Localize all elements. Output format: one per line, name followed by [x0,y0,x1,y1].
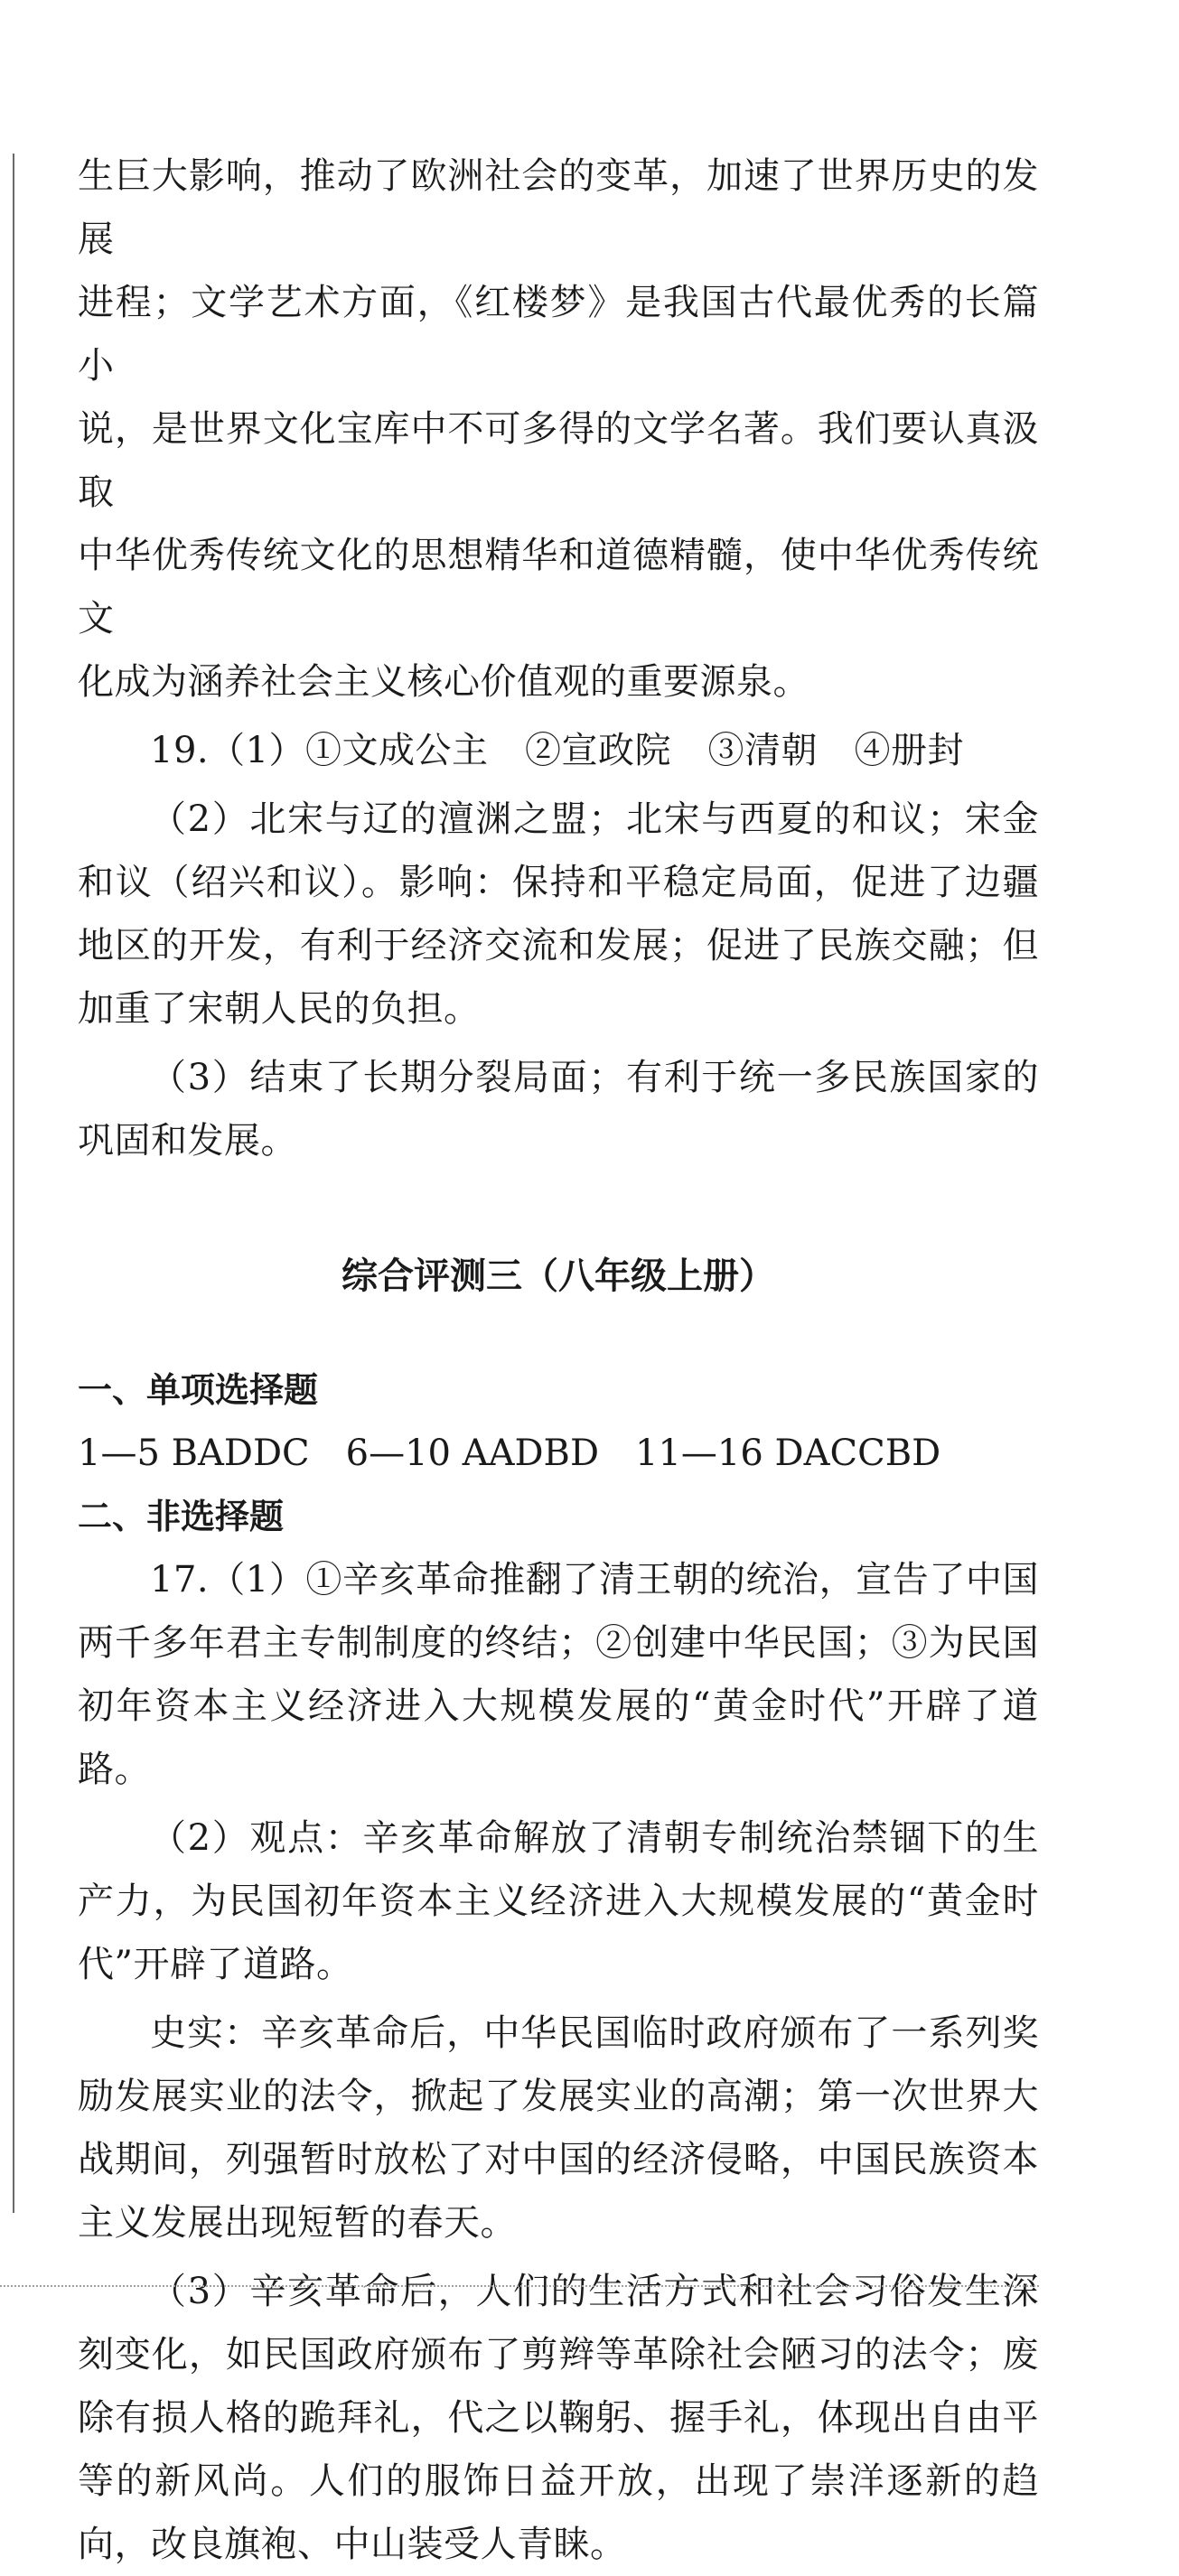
part-two-title: 二、非选择题 [78,1497,285,1536]
section-title: 综合评测三（八年级上册） [342,1255,775,1297]
continuation-line: 进程；文学艺术方面，《红楼梦》是我国古代最优秀的长篇小 [78,282,1039,387]
continuation-line: 生巨大影响，推动了欧洲社会的变革，加速了世界历史的发展 [78,155,1039,260]
bottom-dotted-rule [0,2285,1039,2287]
q17-part3: （3）辛亥革命后，人们的生活方式和社会习俗发生深刻变化，如民国政府颁布了剪辫等革除社会陋习的法令；废除有损人格的跪拜礼，代之以鞠躬、握手礼，体现出自由平等的新风尚。人们的服饰日益开放，出现了崇洋逐新的趋向，改良旗袍、中山装受人青睐。 [78,2271,1039,2565]
q17-part2: （2）观点：辛亥革命解放了清朝专制统治禁锢下的生产力，为民国初年资本主义经济进入大规模发展的“黄金时代”开辟了道路。 [78,1817,1039,1985]
q17-part1: 17.（1）①辛亥革命推翻了清王朝的统治，宣告了中国两千多年君主专制制度的终结；②创建中华民国；③为民国初年资本主义经济进入大规模发展的“黄金时代”开辟了道路。 [78,1559,1039,1790]
continuation-line: 说，是世界文化宝库中不可多得的文学名著。我们要认真汲取 [78,408,1039,513]
left-margin-rule [13,154,14,2213]
q19-part1: 19.（1）①文成公主 ②宣政院 ③清朝 ④册封 [150,730,965,771]
q19-part3: （3）结束了长期分裂局面；有利于统一多民族国家的巩固和发展。 [78,1057,1039,1162]
q19-part2: （2）北宋与辽的澶渊之盟；北宋与西夏的和议；宋金和议（绍兴和议）。影响：保持和平稳定局面，促进了边疆地区的开发，有利于经济交流和发展；促进了民族交融；但加重了宋朝人民的负担。 [78,798,1039,1030]
part-one-title: 一、单项选择题 [78,1370,319,1410]
continuation-line: 化成为涵养社会主义核心价值观的重要源泉。 [78,661,809,703]
choice-answers: 1—5 BADDC 6—10 AADBD 11—16 DACCBD [78,1433,941,1474]
q17-facts: 史实：辛亥革命后，中华民国临时政府颁布了一系列奖励发展实业的法令，掀起了发展实业的高潮；第一次世界大战期间，列强暂时放松了对中国的经济侵略，中国民族资本主义发展出现短暂的春天。 [78,2012,1039,2244]
page-content [78,145,1039,2576]
continuation-line: 中华优秀传统文化的思想精华和道德精髓，使中华优秀传统文 [78,535,1039,639]
continuation-paragraph [78,145,1039,714]
